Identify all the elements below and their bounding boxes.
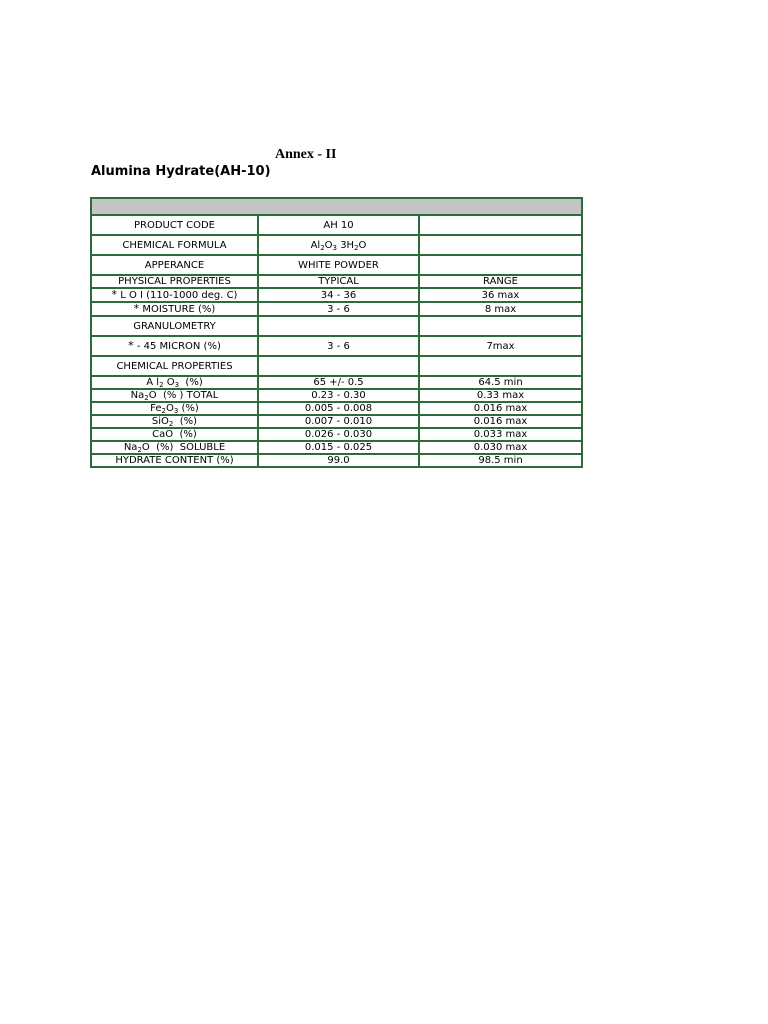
table-row-hydrate-content bbox=[91, 454, 582, 467]
asterisk-marker: * bbox=[128, 339, 134, 352]
document-title: Alumina Hydrate(AH-10) bbox=[91, 164, 271, 179]
na2o-total-typical: 0.23 - 0.30 bbox=[258, 389, 419, 402]
fe2o3-label-text: $Fe_2O_3$ (%) bbox=[150, 403, 199, 415]
table-row-al2o3 bbox=[91, 376, 582, 389]
loi-label-text: L O I (110-1000 deg. C) bbox=[120, 290, 238, 301]
table-row-physical-properties bbox=[91, 275, 582, 288]
cao-range: 0.033 max bbox=[419, 428, 582, 441]
hydrate-content-label: HYDRATE CONTENT (%) bbox=[91, 454, 258, 467]
chemical-formula-label: CHEMICAL FORMULA bbox=[91, 235, 258, 255]
physical-properties-label: PHYSICAL PROPERTIES bbox=[91, 275, 258, 288]
na2o-soluble-label-text: $Na_2O$ (%) SOLUBLE bbox=[123, 442, 226, 454]
product-code-range bbox=[419, 215, 582, 235]
cao-label bbox=[91, 428, 258, 441]
range-column-header: RANGE bbox=[419, 275, 582, 288]
sio2-range: 0.016 max bbox=[419, 415, 582, 428]
table-row-na2o-soluble bbox=[91, 441, 582, 454]
table-row-appearance bbox=[91, 255, 582, 275]
appearance-value: WHITE POWDER bbox=[258, 255, 419, 275]
na2o-total-range: 0.33 max bbox=[419, 389, 582, 402]
granulometry-range bbox=[419, 316, 582, 336]
fe2o3-range: 0.016 max bbox=[419, 402, 582, 415]
micron-label-text: - 45 MICRON (%) bbox=[136, 341, 221, 352]
al2o3-typical: 65 +/- 0.5 bbox=[258, 376, 419, 389]
na2o-soluble-label bbox=[91, 441, 258, 454]
table-row-fe2o3 bbox=[91, 402, 582, 415]
specification-table bbox=[90, 197, 583, 468]
sio2-label bbox=[91, 415, 258, 428]
granulometry-typical bbox=[258, 316, 419, 336]
na2o-soluble-typical: 0.015 - 0.025 bbox=[258, 441, 419, 454]
table-row-moisture bbox=[91, 302, 582, 316]
table-row-chemical-formula bbox=[91, 235, 582, 255]
annex-heading: Annex - II bbox=[275, 147, 337, 162]
table-row-product-code bbox=[91, 215, 582, 235]
appearance-range bbox=[419, 255, 582, 275]
na2o-total-label-text: $Na_2O$ (% ) TOTAL bbox=[130, 390, 219, 402]
cao-typical: 0.026 - 0.030 bbox=[258, 428, 419, 441]
chemical-properties-typical bbox=[258, 356, 419, 376]
sio2-typical: 0.007 - 0.010 bbox=[258, 415, 419, 428]
table-row-chemical-properties bbox=[91, 356, 582, 376]
al2o3-label-text: A $l_2$ $O_3$ (%) bbox=[146, 377, 203, 389]
loi-typical: 34 - 36 bbox=[258, 288, 419, 302]
chemical-properties-range bbox=[419, 356, 582, 376]
table-row-loi bbox=[91, 288, 582, 302]
cao-label-text: CaO (%) bbox=[152, 429, 197, 440]
typical-column-header: TYPICAL bbox=[258, 275, 419, 288]
fe2o3-typical: 0.005 - 0.008 bbox=[258, 402, 419, 415]
table-row-granulometry bbox=[91, 316, 582, 336]
na2o-total-label bbox=[91, 389, 258, 402]
na2o-soluble-range: 0.030 max bbox=[419, 441, 582, 454]
product-code-label: PRODUCT CODE bbox=[91, 215, 258, 235]
chemical-formula-range bbox=[419, 235, 582, 255]
micron-label bbox=[91, 336, 258, 356]
al2o3-range: 64.5 min bbox=[419, 376, 582, 389]
table-row-cao bbox=[91, 428, 582, 441]
table-row-sio2 bbox=[91, 415, 582, 428]
micron-typical: 3 - 6 bbox=[258, 336, 419, 356]
moisture-label-text: MOISTURE (%) bbox=[142, 304, 216, 315]
chemical-formula-text: $Al_2O_3$ $3H_2O$ bbox=[310, 239, 367, 252]
loi-label bbox=[91, 288, 258, 302]
micron-range: 7max bbox=[419, 336, 582, 356]
table-header-band bbox=[91, 198, 582, 215]
hydrate-content-typical: 99.0 bbox=[258, 454, 419, 467]
sio2-label-text: SiO$_2$ (%) bbox=[151, 416, 198, 428]
table-row-na2o-total bbox=[91, 389, 582, 402]
chemical-formula-value bbox=[258, 235, 419, 255]
moisture-label bbox=[91, 302, 258, 316]
granulometry-label: GRANULOMETRY bbox=[91, 316, 258, 336]
product-code-value: AH 10 bbox=[258, 215, 419, 235]
appearance-label: APPERANCE bbox=[91, 255, 258, 275]
fe2o3-label bbox=[91, 402, 258, 415]
hydrate-content-range: 98.5 min bbox=[419, 454, 582, 467]
moisture-typical: 3 - 6 bbox=[258, 302, 419, 316]
table-row-micron bbox=[91, 336, 582, 356]
loi-range: 36 max bbox=[419, 288, 582, 302]
moisture-range: 8 max bbox=[419, 302, 582, 316]
header-band-cell bbox=[91, 198, 582, 215]
asterisk-marker: * bbox=[133, 302, 140, 315]
asterisk-marker: * bbox=[111, 288, 118, 301]
al2o3-label bbox=[91, 376, 258, 389]
chemical-properties-label: CHEMICAL PROPERTIES bbox=[91, 356, 258, 376]
